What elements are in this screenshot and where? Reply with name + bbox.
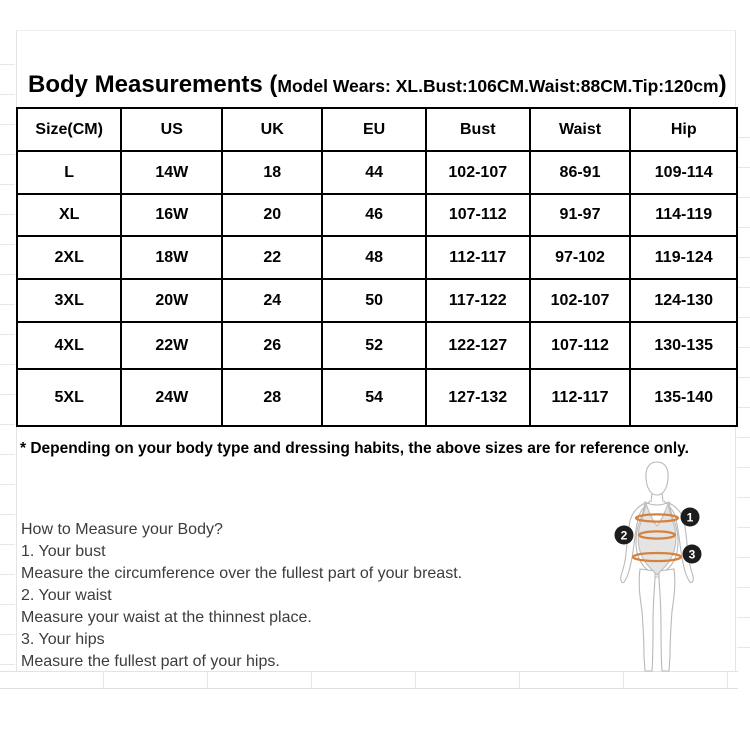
reference-note: * Depending on your body type and dressing habits, the above sizes are for reference only. xyxy=(20,440,689,457)
size-cell: 54 xyxy=(322,369,426,426)
size-table-header-row xyxy=(17,108,737,151)
size-cell: 86-91 xyxy=(530,151,631,194)
hip-marker-number: 3 xyxy=(688,547,696,562)
margin-gridlines-right xyxy=(737,108,750,670)
size-cell: 91-97 xyxy=(530,194,631,236)
size-cell: 3XL xyxy=(17,279,121,322)
size-cell: 46 xyxy=(322,194,426,236)
size-cell: 22W xyxy=(121,322,222,369)
column-header-eu: EU xyxy=(322,108,426,151)
size-row-xl xyxy=(17,194,737,236)
size-cell: 5XL xyxy=(17,369,121,426)
size-cell: 117-122 xyxy=(426,279,530,322)
size-cell: 97-102 xyxy=(530,236,631,279)
size-cell: 112-117 xyxy=(530,369,631,426)
size-cell: 127-132 xyxy=(426,369,530,426)
instruction-line: Measure the circumference over the fullest part of your breast. xyxy=(21,565,463,582)
figure-silhouette xyxy=(621,462,694,671)
size-cell: 18 xyxy=(222,151,322,194)
page-title xyxy=(28,71,727,99)
size-cell: 102-107 xyxy=(530,279,631,322)
size-cell: 4XL xyxy=(17,322,121,369)
size-cell: 2XL xyxy=(17,236,121,279)
size-cell: 24 xyxy=(222,279,322,322)
figure-right-leg xyxy=(659,569,675,671)
size-cell: 20 xyxy=(222,194,322,236)
measure-instructions xyxy=(21,519,462,673)
column-header-hip: Hip xyxy=(630,108,737,151)
size-cell: 22 xyxy=(222,236,322,279)
size-cell: 119-124 xyxy=(630,236,737,279)
size-cell: 52 xyxy=(322,322,426,369)
size-cell: 16W xyxy=(121,194,222,236)
size-cell: 122-127 xyxy=(426,322,530,369)
size-row-3xl xyxy=(17,279,737,322)
waist-marker-number: 2 xyxy=(620,528,628,543)
column-header-sizecm: Size(CM) xyxy=(17,108,121,151)
title-close-paren: ) xyxy=(718,71,727,98)
title-model-info: Model Wears: XL.Bust:106CM.Waist:88CM.Tip:120cm xyxy=(277,76,719,96)
size-cell: 44 xyxy=(322,151,426,194)
size-row-4xl xyxy=(17,322,737,369)
size-cell: 50 xyxy=(322,279,426,322)
size-cell: 14W xyxy=(121,151,222,194)
size-row-2xl xyxy=(17,236,737,279)
size-cell: XL xyxy=(17,194,121,236)
title-main: Body Measurements ( xyxy=(28,71,278,98)
column-header-us: US xyxy=(121,108,222,151)
size-cell: 48 xyxy=(322,236,426,279)
size-cell: 114-119 xyxy=(630,194,737,236)
size-table xyxy=(16,107,738,427)
size-cell: 112-117 xyxy=(426,236,530,279)
column-header-waist: Waist xyxy=(530,108,631,151)
instruction-line: 1. Your bust xyxy=(21,543,106,560)
size-row-l xyxy=(17,151,737,194)
size-cell: 20W xyxy=(121,279,222,322)
size-cell: 124-130 xyxy=(630,279,737,322)
size-cell: 107-112 xyxy=(426,194,530,236)
instruction-line: Measure your waist at the thinnest place. xyxy=(21,609,312,626)
size-cell: 26 xyxy=(222,322,322,369)
size-cell: L xyxy=(17,151,121,194)
size-cell: 109-114 xyxy=(630,151,737,194)
size-cell: 130-135 xyxy=(630,322,737,369)
size-cell: 18W xyxy=(121,236,222,279)
instruction-line: 3. Your hips xyxy=(21,631,105,648)
size-cell: 102-107 xyxy=(426,151,530,194)
instructions-heading: How to Measure your Body? xyxy=(21,521,223,538)
figure-head xyxy=(646,462,668,495)
column-header-bust: Bust xyxy=(426,108,530,151)
content-sheet xyxy=(16,30,736,671)
instruction-line: Measure the fullest part of your hips. xyxy=(21,653,280,670)
size-cell: 135-140 xyxy=(630,369,737,426)
bust-marker-number: 1 xyxy=(686,510,694,525)
measurement-bands xyxy=(633,514,681,561)
size-cell: 28 xyxy=(222,369,322,426)
figure-left-leg xyxy=(639,569,655,671)
instruction-line: 2. Your waist xyxy=(21,587,112,604)
size-row-5xl xyxy=(17,369,737,426)
column-header-uk: UK xyxy=(222,108,322,151)
margin-gridlines-left xyxy=(0,35,15,690)
size-cell: 24W xyxy=(121,369,222,426)
size-cell: 107-112 xyxy=(530,322,631,369)
body-figure xyxy=(603,457,715,675)
